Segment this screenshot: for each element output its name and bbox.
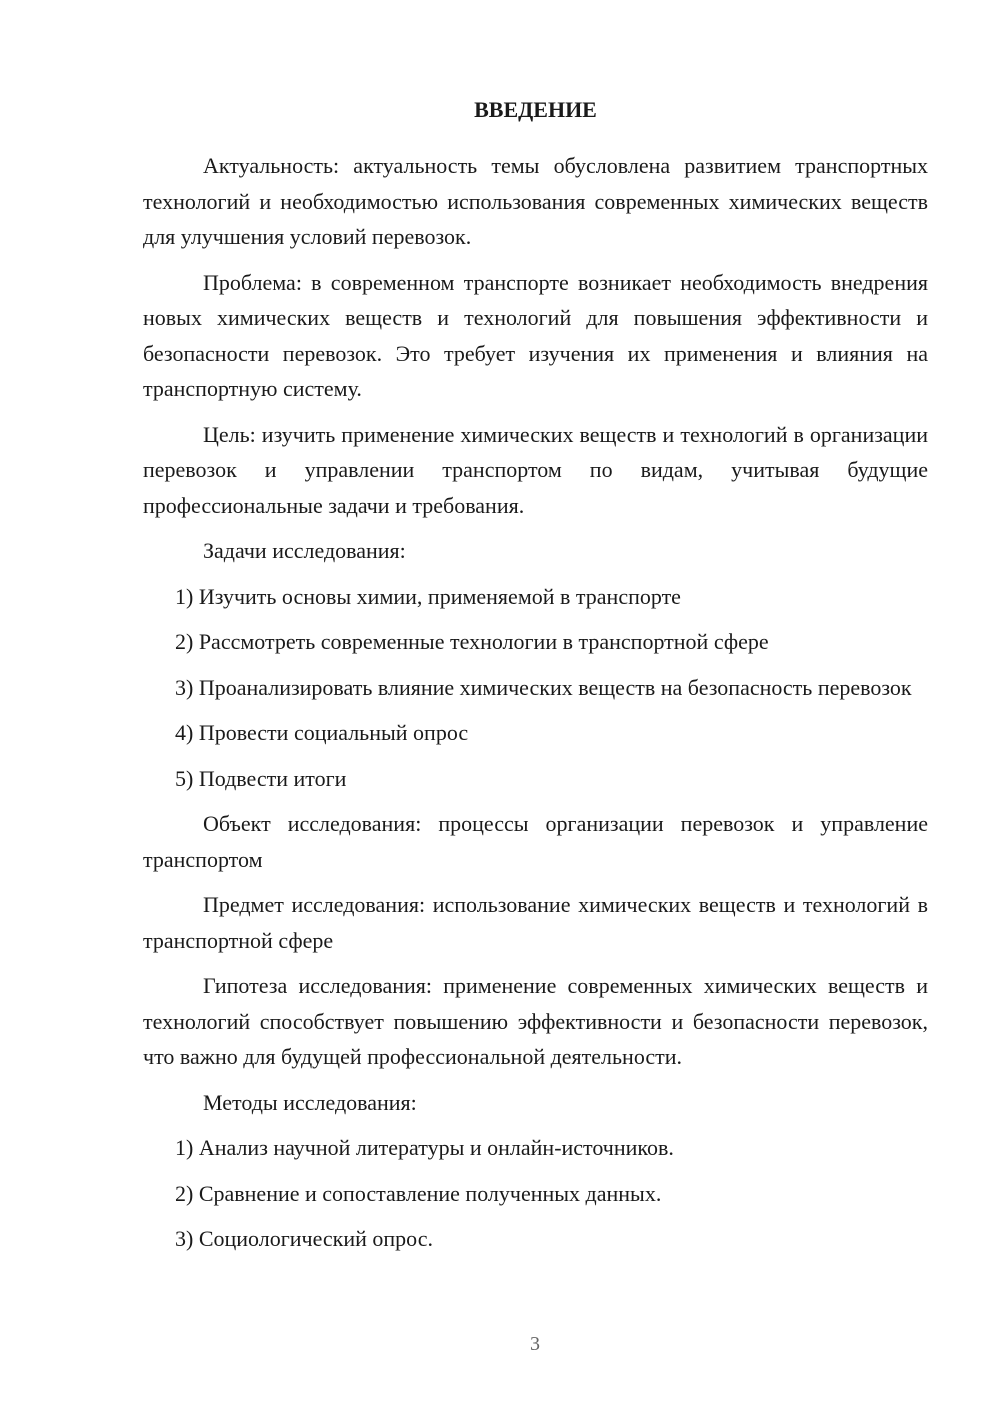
task-item: 2) Рассмотреть современные технологии в транспортной сфере	[175, 629, 769, 654]
goal-paragraph: Цель: изучить применение химических веществ и технологий в организации перевозок и управлении транспортом по видам, учитывая будущие профессиональные задачи и требования.	[143, 421, 928, 518]
section-title: ВВЕДЕНИЕ	[474, 97, 597, 122]
object-paragraph: Объект исследования: процессы организации перевозок и управление транспортом	[143, 811, 928, 872]
page-number: 3	[530, 1333, 540, 1355]
methods-heading: Методы исследования:	[203, 1089, 417, 1115]
tasks-heading: Задачи исследования:	[203, 538, 406, 563]
problem-paragraph: Проблема: в современном транспорте возникает необходимость внедрения новых химических веществ и технологий для повышения эффективности и безопасности перевозок. Это требует изучения их применения и влияния на транспортную систему.	[143, 269, 928, 401]
method-item: 2) Сравнение и сопоставление полученных данных.	[175, 1180, 662, 1206]
method-item: 1) Анализ научной литературы и онлайн-источников.	[175, 1135, 674, 1160]
task-item: 1) Изучить основы химии, применяемой в транспорте	[175, 583, 681, 609]
task-item: 4) Провести социальный опрос	[175, 720, 469, 745]
method-item: 3) Социологический опрос.	[175, 1226, 433, 1251]
hypothesis-paragraph: Гипотеза исследования: применение современных химических веществ и технологий способствует повышению эффективности и безопасности перевозок, что важно для будущей профессиональной деятельности.	[143, 973, 928, 1069]
subject-paragraph: Предмет исследования: использование химических веществ и технологий в транспортной сфере	[143, 892, 928, 953]
task-item: 3) Проанализировать влияние химических веществ на безопасность перевозок	[175, 674, 912, 700]
relevance-paragraph: Актуальность: актуальность темы обусловлена развитием транспортных технологий и необходимостью использования современных химических веществ для улучшения условий перевозок.	[143, 153, 928, 249]
document-page	[143, 96, 928, 1267]
task-item: 5) Подвести итоги	[175, 765, 347, 791]
